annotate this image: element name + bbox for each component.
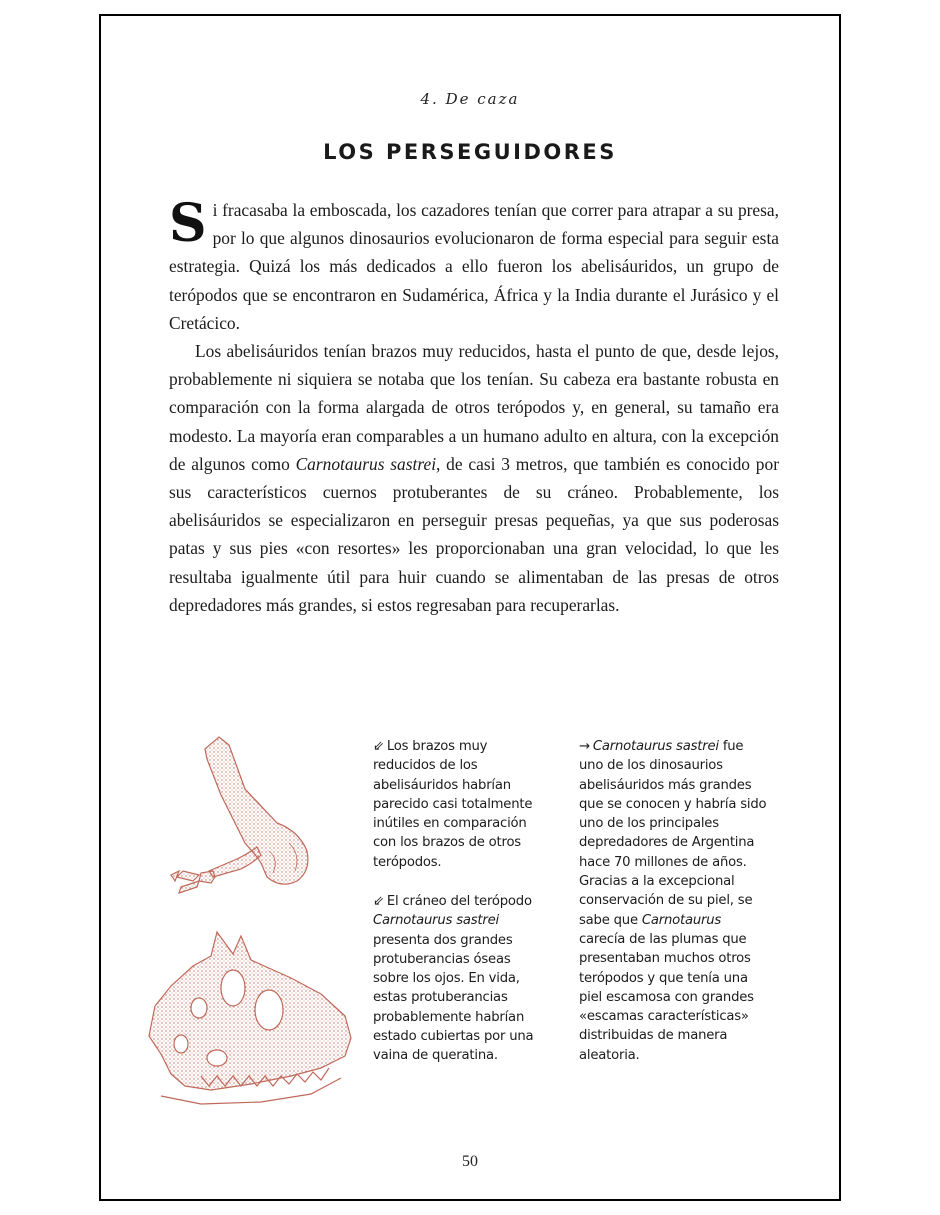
page-number: 50	[462, 1153, 478, 1170]
caption-skull-text-b: presenta dos grandes protuberancias óseas sobre los ojos. En vida, estas protuberancias probablemente habrían estado cubiertas por una vaina de queratina.	[373, 932, 534, 1064]
page-frame	[99, 14, 841, 1201]
caption-skull-text-a: El cráneo del terópodo	[386, 894, 532, 909]
caption-skull	[373, 892, 549, 1066]
arrow-down-left-icon: ⇙	[373, 894, 384, 909]
paragraph-2-species: Carnotaurus sastrei	[295, 453, 437, 474]
paragraph-2-text-a: Los abelisáuridos tenían brazos muy reducidos, hasta el punto de que, desde lejos, probablemente ni siquiera se notaba que los tenían. Su cabeza era bastante robusta en comparación con la forma alargada de otros terópodos y, en general, su tamaño era modesto. La mayoría eran comparables a un humano adulto en altura, con la excepción de algunos como	[169, 341, 779, 474]
arrow-right-icon: →	[579, 739, 590, 754]
arm-bone-illustration	[149, 731, 349, 911]
arrow-down-left-icon: ⇙	[373, 739, 384, 754]
caption-carnotaurus-text-a: fue uno de los dinosaurios abelisáuridos más grandes que se conocen y habría sido uno de los principales depredadores de Argentina hace 70 millones de años. Gracias a la excepcional conservación de su piel, se sabe que	[579, 739, 767, 928]
paragraph-2	[169, 337, 779, 619]
paragraph-1	[169, 193, 779, 337]
caption-carnotaurus	[579, 737, 769, 1065]
paragraph-2-text-b: , de casi 3 metros, que también es conocido por sus característicos cuernos protuberantes de su cráneo. Probablemente, los abelisáuridos se especializaron en perseguir presas pequeñas, ya que sus poderosas patas y sus pies «con resortes» les proporcionaban una gran velocidad, lo que les resultaba igualmente útil para huir cuando se alimentaban de las presas de otros depredadores más grandes, si estos regresaban para recuperarlas.	[169, 453, 779, 615]
drop-cap: S	[169, 193, 207, 254]
paragraph-1-text: i fracasaba la emboscada, los cazadores tenían que correr para atrapar a su presa, por lo que algunos dinosaurios evolucionaron de forma especial para seguir esta estrategia. Quizá los más dedicados a ello fueron los abelisáuridos, un grupo de terópodos que se encontraron en Sudamérica, África y la India durante el Jurásico y el Cretácico.	[169, 200, 779, 333]
caption-carnotaurus-species: Carnotaurus sastrei	[592, 739, 719, 754]
section-title: LOS PERSEGUIDORES	[323, 140, 617, 164]
caption-carnotaurus-genus: Carnotaurus	[641, 912, 722, 928]
body-text	[169, 193, 779, 619]
skull-illustration	[141, 926, 361, 1116]
caption-arms-text: Los brazos muy reducidos de los abelisáuridos habrían parecido casi totalmente inútiles en comparación con los brazos de otros terópodos.	[373, 739, 533, 870]
caption-arms	[373, 737, 549, 872]
chapter-heading: 4. De caza	[420, 90, 520, 108]
caption-carnotaurus-text-b: carecía de las plumas que presentaban muchos otros terópodos y que tenía una piel escamosa con grandes «escamas características» distribuidas de manera aleatoria.	[579, 931, 754, 1063]
caption-skull-species: Carnotaurus sastrei	[373, 913, 499, 929]
